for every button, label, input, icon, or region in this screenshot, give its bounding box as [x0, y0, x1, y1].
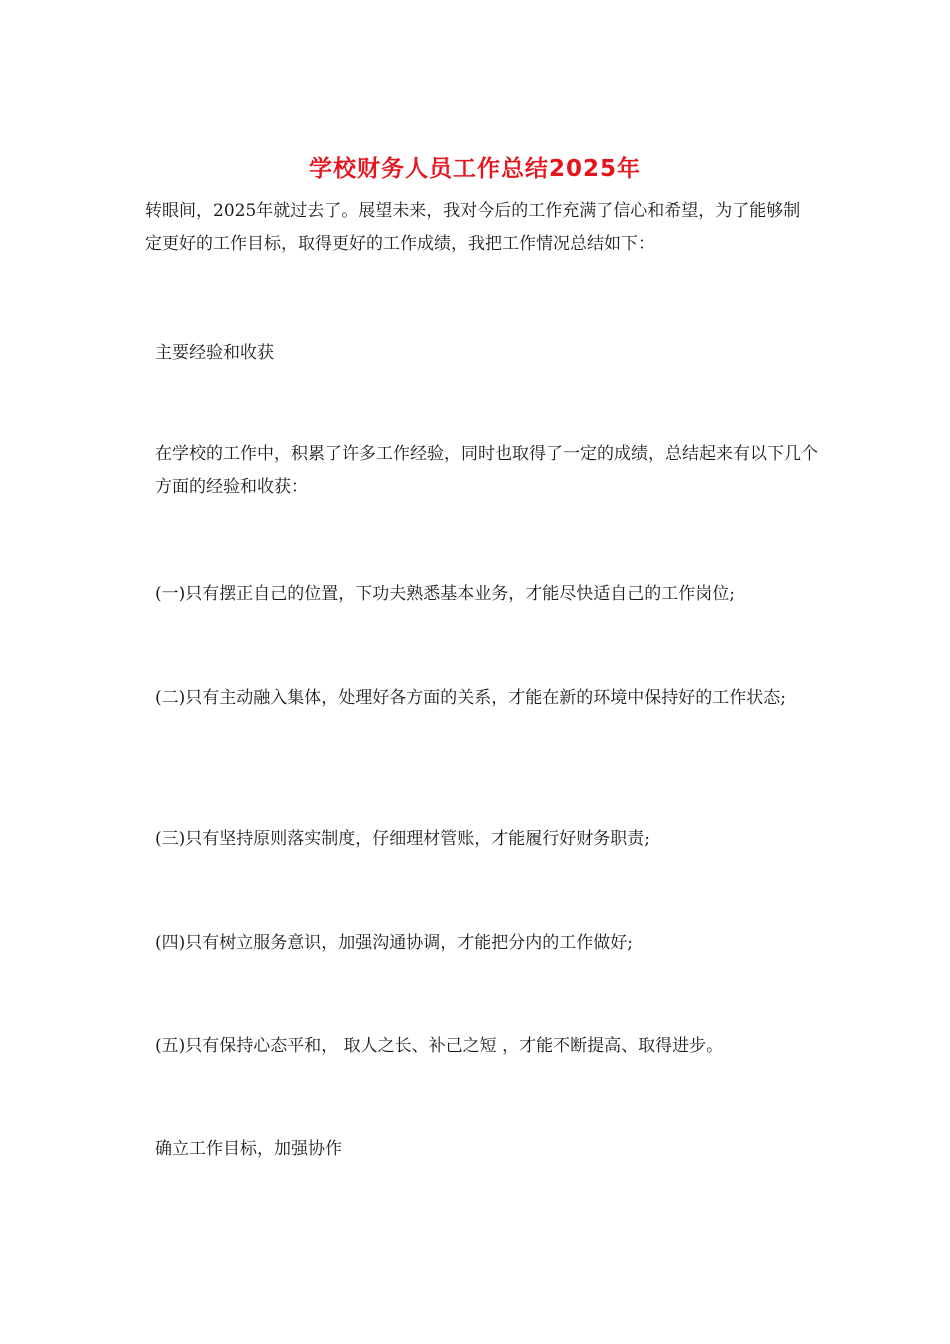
list-item-3: (三)只有坚持原则落实制度，仔细理材管账，才能履行好财务职责; — [155, 829, 650, 849]
list-item-5: (五)只有保持心态平和， 取人之长、补己之短 ，才能不断提高、取得进步。 — [155, 1036, 724, 1056]
list-item-1: (一)只有摆正自己的位置，下功夫熟悉基本业务，才能尽快适自己的工作岗位; — [155, 584, 735, 604]
intro-paragraph: 转眼间，2025年就过去了。展望未来，我对今后的工作充满了信心和希望，为了能够制定更好的工作目标，取得更好的工作成绩，我把工作情况总结如下： — [145, 201, 801, 254]
section-heading-goals: 确立工作目标，加强协作 — [155, 1139, 342, 1159]
document-title: 学校财务人员工作总结2025年 — [308, 156, 641, 182]
list-item-4: (四)只有树立服务意识，加强沟通协调，才能把分内的工作做好; — [155, 933, 633, 953]
experience-paragraph: 在学校的工作中，积累了许多工作经验，同时也取得了一定的成绩，总结起来有以下几个方面的经验和收获： — [155, 444, 818, 497]
list-item-2: (二)只有主动融入集体，处理好各方面的关系，才能在新的环境中保持好的工作状态; — [155, 688, 786, 708]
section-heading-experience: 主要经验和收获 — [155, 343, 274, 363]
